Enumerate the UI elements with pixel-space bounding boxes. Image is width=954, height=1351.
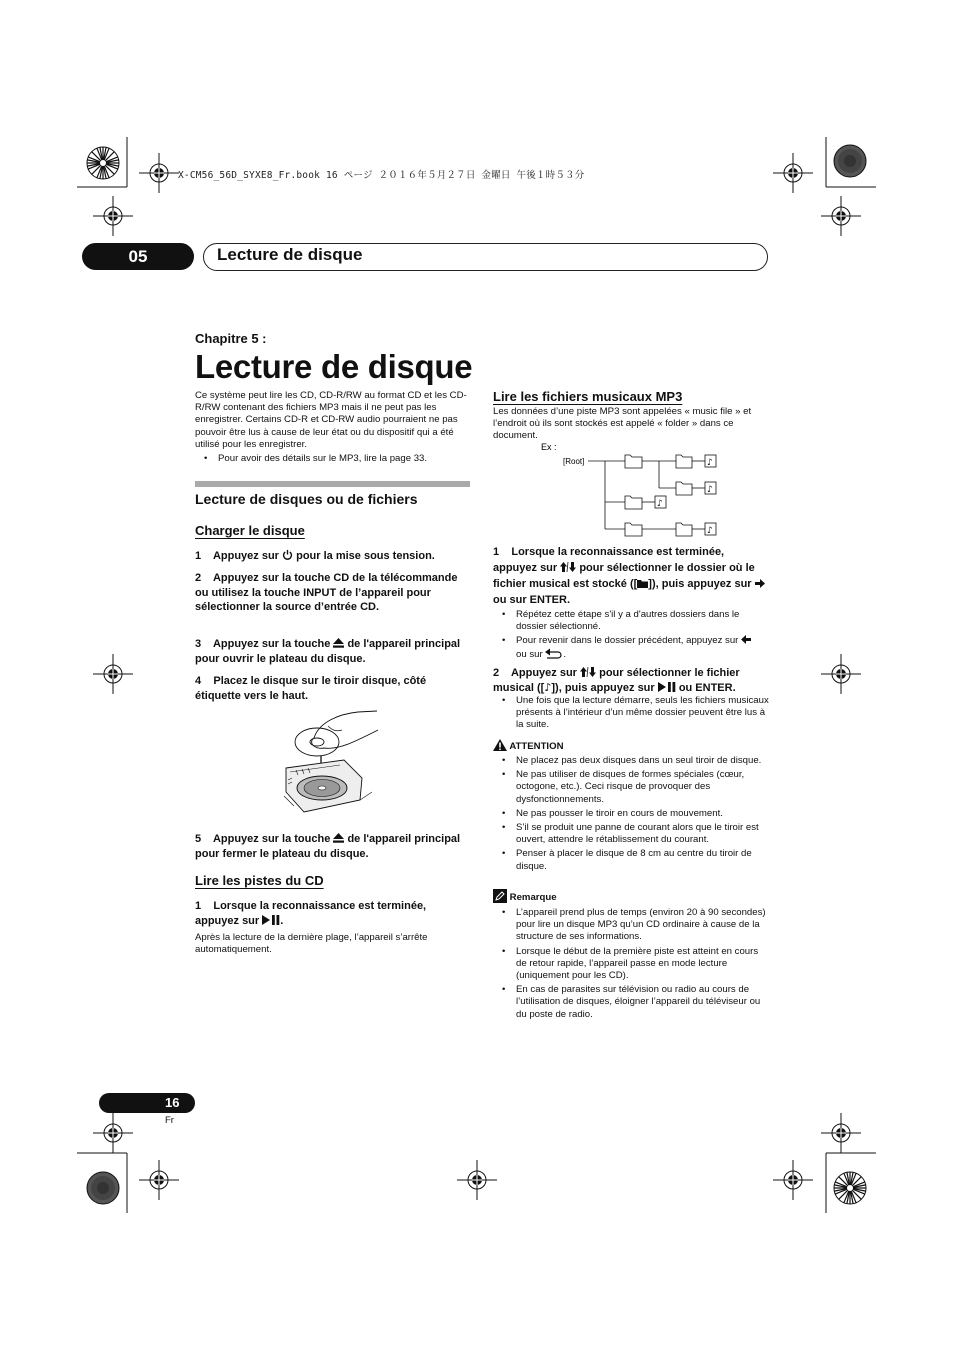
remarque-list (493, 907, 769, 1023)
step-text: Lorsque la reconnaissance est terminée, appuyez sur (195, 900, 427, 927)
eject-icon (333, 638, 344, 648)
step-text: Placez le disque sur le tiroir disque, côté étiquette vers le haut. (195, 675, 427, 702)
step-number: 2 (195, 572, 202, 584)
step-text: Appuyez sur la touche (212, 638, 331, 650)
mp3-intro: Les données d’une piste MP3 sont appelées « music file » et l’endroit où ils sont stockés est appelé « folder » dans ce document. (493, 406, 752, 442)
step-text: ou sur ENTER. (493, 594, 571, 606)
mp3-step-1-bullets (493, 609, 769, 663)
section-divider (195, 481, 470, 487)
remarque-title-row (493, 889, 557, 903)
step-number: 1 (195, 900, 202, 912)
note-pencil-icon (493, 889, 507, 903)
step-text: ou ENTER. (678, 681, 736, 694)
charger-step-3 (195, 637, 471, 666)
step-number: 1 (493, 546, 500, 558)
up-down-arrows-icon (560, 562, 576, 572)
eject-icon (333, 833, 344, 843)
step-text: pour sélectionner le dossier où le fichier musical est stocké ([ (493, 562, 755, 590)
attention-item: • Penser à placer le disque de 8 cm au centre du tiroir de disque. (493, 848, 769, 872)
return-icon (545, 648, 563, 659)
play-pause-icon (658, 682, 676, 692)
mp3-step-1-bullet: • Pour revenir dans le dossier précédent, appuyez sur ou sur . (493, 635, 769, 660)
svg-text:♪: ♪ (707, 526, 713, 536)
page-number-badge (99, 1093, 195, 1113)
music-file-icon: ♪ (544, 680, 552, 694)
intro-bullet-list (195, 453, 471, 467)
pistes-step-1: 1 Lorsque la reconnaissance est terminée, appuyez sur . (195, 900, 427, 927)
step-text: pour la mise sous tension. (296, 550, 435, 562)
remarque-title: Remarque (509, 892, 557, 903)
attention-item: • Ne pas utiliser de disques de formes spéciales (cœur, octogone, etc.). Ceci risque de provoquer des dysfonctionnements. (493, 769, 769, 806)
intro-bullet: • Pour avoir des détails sur le MP3, lire la page 33. (195, 453, 471, 465)
step-text: Appuyez sur (510, 667, 577, 679)
mp3-step-2-bullet: • Une fois que la lecture démarre, seuls les fichiers musicaux présents à l’intérieur d’un même dossier peuvent être lus à la suite. (493, 695, 769, 732)
svg-text:♪: ♪ (707, 458, 713, 468)
attention-title: ATTENTION (509, 741, 564, 752)
svg-text:♪: ♪ (657, 499, 663, 509)
remarque-item: • Lorsque le début de la première piste est atteint en cours de retour rapide, l’appareil passe en mode lecture (uniquement pour les CD). (493, 946, 769, 983)
chapter-number-badge: 05 (82, 243, 194, 270)
section-title: Lecture de disques ou de fichiers (195, 491, 418, 507)
bullet-text: ou sur (516, 648, 543, 660)
step-text: Appuyez sur (212, 550, 279, 562)
pistes-heading: Lire les pistes du CD (195, 873, 324, 888)
step-text: ]), puis appuyez sur (551, 681, 655, 694)
charger-step-1 (195, 549, 471, 564)
step-text: Appuyez sur la touche (212, 833, 331, 845)
step-text: Lorsque la reconnaissance est terminée, appuyez sur (493, 546, 725, 574)
charger-step-4 (195, 674, 471, 703)
step-number: 1 (195, 550, 202, 562)
step-number: 5 (195, 833, 202, 845)
step-text: Appuyez sur la touche CD de la télécommande ou utilisez la touche INPUT de l’appareil pour sélectionner la source d’entrée CD. (195, 572, 458, 613)
play-pause-icon (262, 915, 280, 925)
intro-paragraph: Ce système peut lire les CD, CD-R/RW au format CD et les CD-R/RW contenant des fichiers MP3 mais il ne peut pas les enregistrer. Certains CD-R et CD-RW audio pourraient ne pas pouvoir être lus à cause de leur état ou du dispositif qui a été utilisé pour les enregistrer. (195, 390, 467, 450)
page-number: 16 (165, 1095, 180, 1110)
remarque-item: • En cas de parasites sur télévision ou radio au cours de l’utilisation de disques, éloigner l’appareil du téléviseur ou du poste de radio. (493, 984, 769, 1021)
step-text: pour sélectionner le fichier musical ([ (493, 667, 740, 694)
step-text: ]), puis appuyez sur (648, 578, 752, 590)
up-down-arrows-icon (580, 667, 596, 677)
pistes-note: Après la lecture de la dernière plage, l’appareil s’arrête automatiquement. (195, 932, 428, 956)
charger-step-2 (195, 571, 471, 615)
mp3-step-1 (493, 544, 769, 608)
mp3-step-2 (493, 666, 769, 695)
step-text: de l'appareil principal pour fermer le plateau du disque. (195, 833, 461, 860)
folder-tree-diagram (535, 440, 725, 540)
disc-loading-illustration (284, 708, 384, 820)
step-number: 4 (195, 675, 202, 687)
remarque-item: • L’appareil prend plus de temps (environ 20 à 90 secondes) pour lire un disque MP3 qu’un CD ordinaire à cause de la structure de ses informations. (493, 907, 769, 944)
step-number: 3 (195, 638, 202, 650)
warning-icon (493, 739, 507, 751)
chapter-title: Lecture de disque (217, 245, 363, 264)
step-text: de l'appareil principal pour ouvrir le plateau du disque. (195, 638, 461, 665)
right-arrow-icon (755, 579, 765, 588)
bullet-text: Pour revenir dans le dossier précédent, appuyez sur (516, 635, 739, 647)
power-icon (282, 549, 293, 560)
attention-item: • Ne placez pas deux disques dans un seul tiroir de disque. (493, 755, 769, 767)
mp3-step-2-bullets (493, 695, 769, 734)
step-number: 2 (493, 667, 500, 679)
left-arrow-icon (741, 635, 751, 644)
mp3-step-1-bullet: • Répétez cette étape s'il y a d'autres dossiers dans le dossier sélectionné. (493, 609, 769, 633)
root-label: [Root] (563, 457, 585, 466)
attention-item: • Ne pas pousser le tiroir en cours de mouvement. (493, 808, 769, 820)
ex-label: Ex : (541, 442, 557, 452)
attention-list (493, 755, 769, 875)
page-language: Fr (165, 1115, 174, 1126)
print-header: X-CM56_56D_SYXE8_Fr.book 16 ページ ２０１６年５月２７日 金曜日 午後１時５３分 (178, 170, 585, 181)
mp3-heading: Lire les fichiers musicaux MP3 (493, 389, 683, 404)
folder-icon (637, 579, 648, 588)
svg-text:♪: ♪ (707, 485, 713, 495)
attention-title-row (493, 739, 564, 752)
charger-heading: Charger le disque (195, 523, 305, 538)
page-title: Lecture de disque (195, 348, 473, 385)
attention-item: • S’il se produit une panne de courant alors que le tiroir est ouvert, attendre le rétablissement du courant. (493, 822, 769, 846)
chapitre-label: Chapitre 5 : (195, 331, 267, 346)
charger-step-5 (195, 832, 471, 861)
